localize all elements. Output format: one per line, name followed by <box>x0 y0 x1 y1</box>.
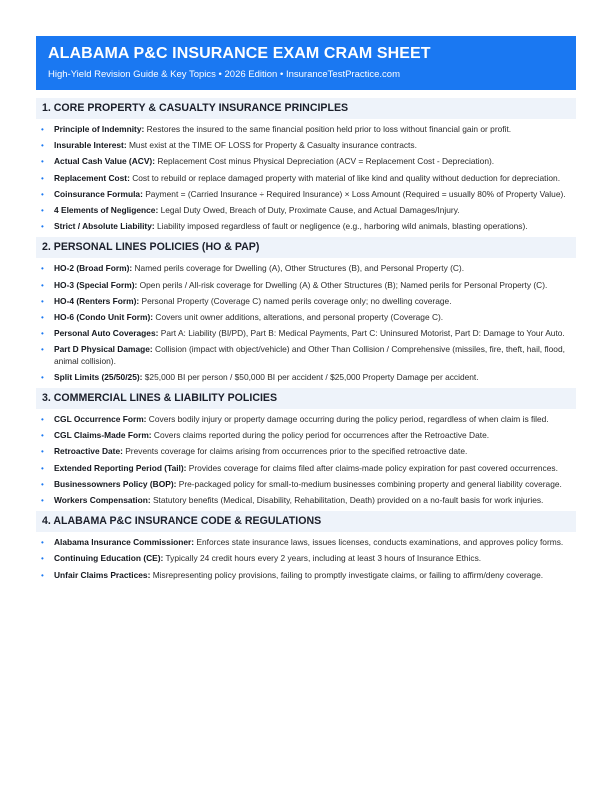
bullet-icon: • <box>41 447 44 457</box>
bullet-icon: • <box>41 570 44 580</box>
bullet-list <box>36 532 576 581</box>
item-term: Personal Auto Coverages: <box>54 328 159 339</box>
bullet-icon: • <box>41 431 44 441</box>
item-term: Alabama Insurance Commissioner: <box>54 537 195 548</box>
bullet-icon: • <box>41 157 44 167</box>
section-heading: 4. ALABAMA P&C INSURANCE CODE & REGULATIONS <box>36 511 576 532</box>
bullet-icon: • <box>41 141 44 151</box>
item-description: Open perils / All-risk coverage for Dwelling (A) & Other Structures (B); Named perils for Personal Property (C). <box>139 279 548 290</box>
bullet-icon: • <box>41 313 44 323</box>
bullet-icon: • <box>41 372 44 382</box>
list-item <box>36 537 576 548</box>
item-term: Businessowners Policy (BOP): <box>54 478 177 489</box>
bullet-icon: • <box>41 189 44 199</box>
item-term: Principle of Indemnity: <box>54 124 145 134</box>
list-item <box>36 344 576 366</box>
section-2 <box>36 237 576 383</box>
document-body <box>36 98 576 586</box>
list-item <box>36 280 576 291</box>
list-item <box>36 312 576 323</box>
list-item <box>36 156 576 167</box>
item-description: Covers bodily injury or property damage occurring during the policy period, regardless of when claim is filed. <box>148 414 549 425</box>
bullet-icon: • <box>41 125 44 134</box>
bullet-icon: • <box>41 173 44 183</box>
item-term: Unfair Claims Practices: <box>54 569 151 580</box>
item-term: CGL Occurrence Form: <box>54 414 147 425</box>
item-term: Part D Physical Damage: <box>54 344 153 355</box>
item-term: HO-6 (Condo Unit Form): <box>54 312 154 323</box>
item-description: Legal Duty Owed, Breach of Duty, Proximate Cause, and Actual Damages/Injury. <box>160 205 460 216</box>
list-item <box>36 430 576 441</box>
item-term: Replacement Cost: <box>54 172 130 183</box>
list-item <box>36 124 576 135</box>
item-description: Statutory benefits (Medical, Disability, Rehabilitation, Death) provided on a no-fault basis for work injuries. <box>152 495 544 506</box>
item-description: Liability imposed regardless of fault or negligence (e.g., harboring wild animals, blasting operations). <box>157 221 528 232</box>
item-description: Personal Property (Coverage C) named perils coverage only; no dwelling coverage. <box>141 295 452 306</box>
item-term: 4 Elements of Negligence: <box>54 205 159 216</box>
item-term: Extended Reporting Period (Tail): <box>54 462 187 473</box>
item-description: Payment = (Carried Insurance ÷ Required Insurance) × Loss Amount (Required = usually 80% of Property Value). <box>145 188 566 199</box>
bullet-icon: • <box>41 496 44 506</box>
list-item <box>36 479 576 490</box>
section-1 <box>36 98 576 232</box>
item-description: Pre-packaged policy for small-to-medium businesses combining property and general liability coverage. <box>178 478 562 489</box>
item-description: Named perils coverage for Dwelling (A), Other Structures (B), and Personal Property (C). <box>134 263 465 274</box>
item-description: Enforces state insurance laws, issues licenses, conducts examinations, and approves policy forms. <box>196 537 564 548</box>
bullet-icon: • <box>41 329 44 339</box>
list-item <box>36 446 576 457</box>
bullet-icon: • <box>41 345 44 355</box>
item-term: HO-2 (Broad Form): <box>54 263 133 274</box>
list-item <box>36 221 576 232</box>
item-description: $25,000 BI per person / $50,000 BI per accident / $25,000 Property Damage per accident. <box>144 371 479 382</box>
list-item <box>36 570 576 581</box>
section-4 <box>36 511 576 581</box>
item-description: Prevents coverage for claims arising from occurrences prior to the specified retroactive date. <box>125 446 468 457</box>
item-description: Provides coverage for claims filed after claims-made policy expiration for past covered occurrences. <box>188 462 558 473</box>
bullet-icon: • <box>41 280 44 290</box>
page-header <box>36 36 576 90</box>
item-term: Insurable Interest: <box>54 140 127 151</box>
bullet-icon: • <box>41 538 44 548</box>
list-item <box>36 140 576 151</box>
list-item <box>36 495 576 506</box>
bullet-icon: • <box>41 264 44 274</box>
item-description: Cost to rebuild or replace damaged property with material of like kind and quality without deduction for depreciation. <box>132 172 561 183</box>
bullet-icon: • <box>41 415 44 425</box>
item-term: Retroactive Date: <box>54 446 123 457</box>
item-term: Continuing Education (CE): <box>54 553 164 564</box>
bullet-list <box>36 409 576 506</box>
item-description: Covers claims reported during the policy period for occurrences after the Retroactive Date. <box>153 430 490 441</box>
bullet-icon: • <box>41 463 44 473</box>
item-term: Strict / Absolute Liability: <box>54 221 155 232</box>
list-item <box>36 328 576 339</box>
item-description: Misrepresenting policy provisions, failing to promptly investigate claims, or failing to affirm/deny coverage. <box>152 569 544 580</box>
page-title: ALABAMA P&C INSURANCE EXAM CRAM SHEET <box>48 45 431 62</box>
item-term: HO-3 (Special Form): <box>54 279 138 290</box>
item-description: Typically 24 credit hours every 2 years, including at least 3 hours of Insurance Ethics. <box>165 553 482 564</box>
section-3 <box>36 388 576 506</box>
item-description: Must exist at the TIME OF LOSS for Property & Casualty insurance contracts. <box>128 140 417 151</box>
item-term: HO-4 (Renters Form): <box>54 295 140 306</box>
bullet-icon: • <box>41 206 44 216</box>
list-item <box>36 205 576 216</box>
item-term: Actual Cash Value (ACV): <box>54 156 155 167</box>
section-heading: 1. CORE PROPERTY & CASUALTY INSURANCE PRINCIPLES <box>36 98 576 119</box>
bullet-icon: • <box>41 554 44 564</box>
item-description: Restores the insured to the same financial position held prior to loss without financial gain or profit. <box>146 124 512 134</box>
item-term: Workers Compensation: <box>54 495 151 506</box>
list-item <box>36 173 576 184</box>
list-item <box>36 189 576 200</box>
bullet-list <box>36 258 576 383</box>
section-heading: 2. PERSONAL LINES POLICIES (HO & PAP) <box>36 237 576 258</box>
item-description: Replacement Cost minus Physical Depreciation (ACV = Replacement Cost - Depreciation). <box>157 156 495 167</box>
item-description: Collision (impact with object/vehicle) and Other Than Collision / Comprehensive (missiles, fire, theft, hail, flood, animal collision). <box>54 344 565 366</box>
bullet-list <box>36 119 576 232</box>
bullet-icon: • <box>41 479 44 489</box>
bullet-icon: • <box>41 222 44 232</box>
item-term: Split Limits (25/50/25): <box>54 371 143 382</box>
item-term: CGL Claims-Made Form: <box>54 430 152 441</box>
item-term: Coinsurance Formula: <box>54 188 143 199</box>
list-item <box>36 553 576 564</box>
list-item <box>36 414 576 425</box>
list-item <box>36 463 576 474</box>
bullet-icon: • <box>41 296 44 306</box>
section-heading: 3. COMMERCIAL LINES & LIABILITY POLICIES <box>36 388 576 409</box>
item-description: Part A: Liability (BI/PD), Part B: Medical Payments, Part C: Uninsured Motorist, Part D: Damage to Your Auto. <box>160 328 565 339</box>
item-description: Covers unit owner additions, alterations, and personal property (Coverage C). <box>155 312 444 323</box>
list-item <box>36 372 576 383</box>
list-item <box>36 263 576 274</box>
list-item <box>36 296 576 307</box>
page-subtitle: High-Yield Revision Guide & Key Topics • 2026 Edition • InsuranceTestPractice.com <box>48 69 400 80</box>
